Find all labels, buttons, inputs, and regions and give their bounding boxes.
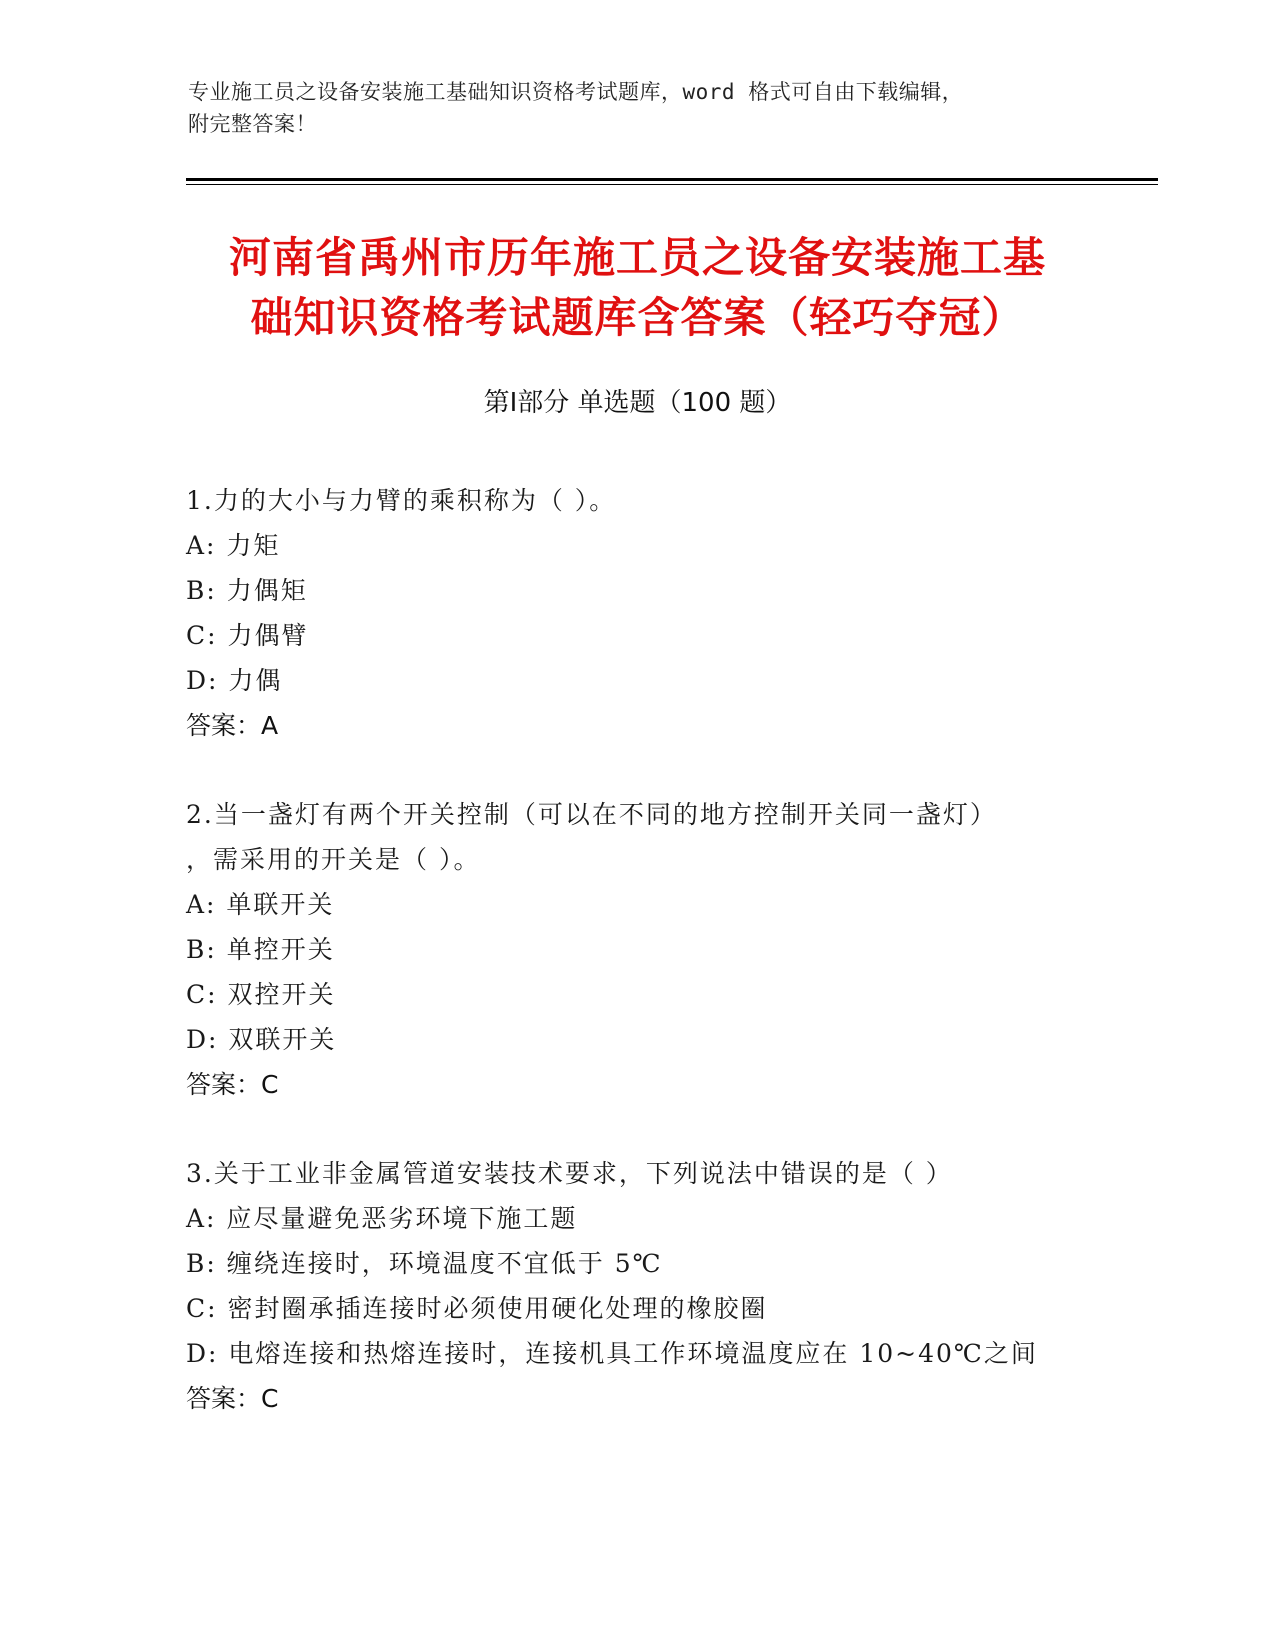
question-stem-continued: ，需采用的开关是（ ）。 xyxy=(186,845,481,874)
document-title xyxy=(150,228,1125,348)
section-title: 第Ⅰ部分 单选题（100 题） xyxy=(483,388,792,418)
header-divider-thick xyxy=(186,178,1158,181)
header-note xyxy=(188,76,1088,140)
question-list xyxy=(186,478,1086,1465)
option-c: C: 力偶臂 xyxy=(186,621,309,650)
answer: 答案：A xyxy=(186,711,279,740)
header-note-line-2: 附完整答案！ xyxy=(188,112,317,136)
question-stem: 3.关于工业非金属管道安装技术要求，下列说法中错误的是（ ） xyxy=(186,1159,953,1188)
document-title-line-1: 河南省禹州市历年施工员之设备安装施工基 xyxy=(228,233,1046,282)
option-d: D: 电熔连接和热熔连接时，连接机具工作环境温度应在 10~40℃之间 xyxy=(186,1339,1038,1368)
header-divider-thin xyxy=(186,184,1158,185)
question-stem: 1.力的大小与力臂的乘积称为（ ）。 xyxy=(186,486,617,515)
option-b: B: 单控开关 xyxy=(186,935,335,964)
option-a: A: 应尽量避免恶劣环境下施工题 xyxy=(186,1204,578,1233)
answer: 答案：C xyxy=(186,1070,279,1099)
question-stem: 2.当一盏灯有两个开关控制（可以在不同的地方控制开关同一盏灯） xyxy=(186,800,997,829)
question-3 xyxy=(186,1151,1086,1421)
question-1 xyxy=(186,478,1086,748)
option-c: C: 密封圈承插连接时必须使用硬化处理的橡胶圈 xyxy=(186,1294,768,1323)
document-title-line-2: 础知识资格考试题库含答案（轻巧夺冠） xyxy=(250,293,1025,342)
option-d: D: 双联开关 xyxy=(186,1025,337,1054)
option-a: A: 力矩 xyxy=(186,531,281,560)
answer: 答案：C xyxy=(186,1384,279,1413)
option-a: A: 单联开关 xyxy=(186,890,335,919)
option-b: B: 力偶矩 xyxy=(186,576,308,605)
option-d: D: 力偶 xyxy=(186,666,283,695)
header-note-line-1: 专业施工员之设备安装施工基础知识资格考试题库，word 格式可自由下载编辑， xyxy=(188,80,964,104)
question-2 xyxy=(186,792,1086,1107)
option-c: C: 双控开关 xyxy=(186,980,336,1009)
option-b: B: 缠绕连接时，环境温度不宜低于 5℃ xyxy=(186,1249,663,1278)
